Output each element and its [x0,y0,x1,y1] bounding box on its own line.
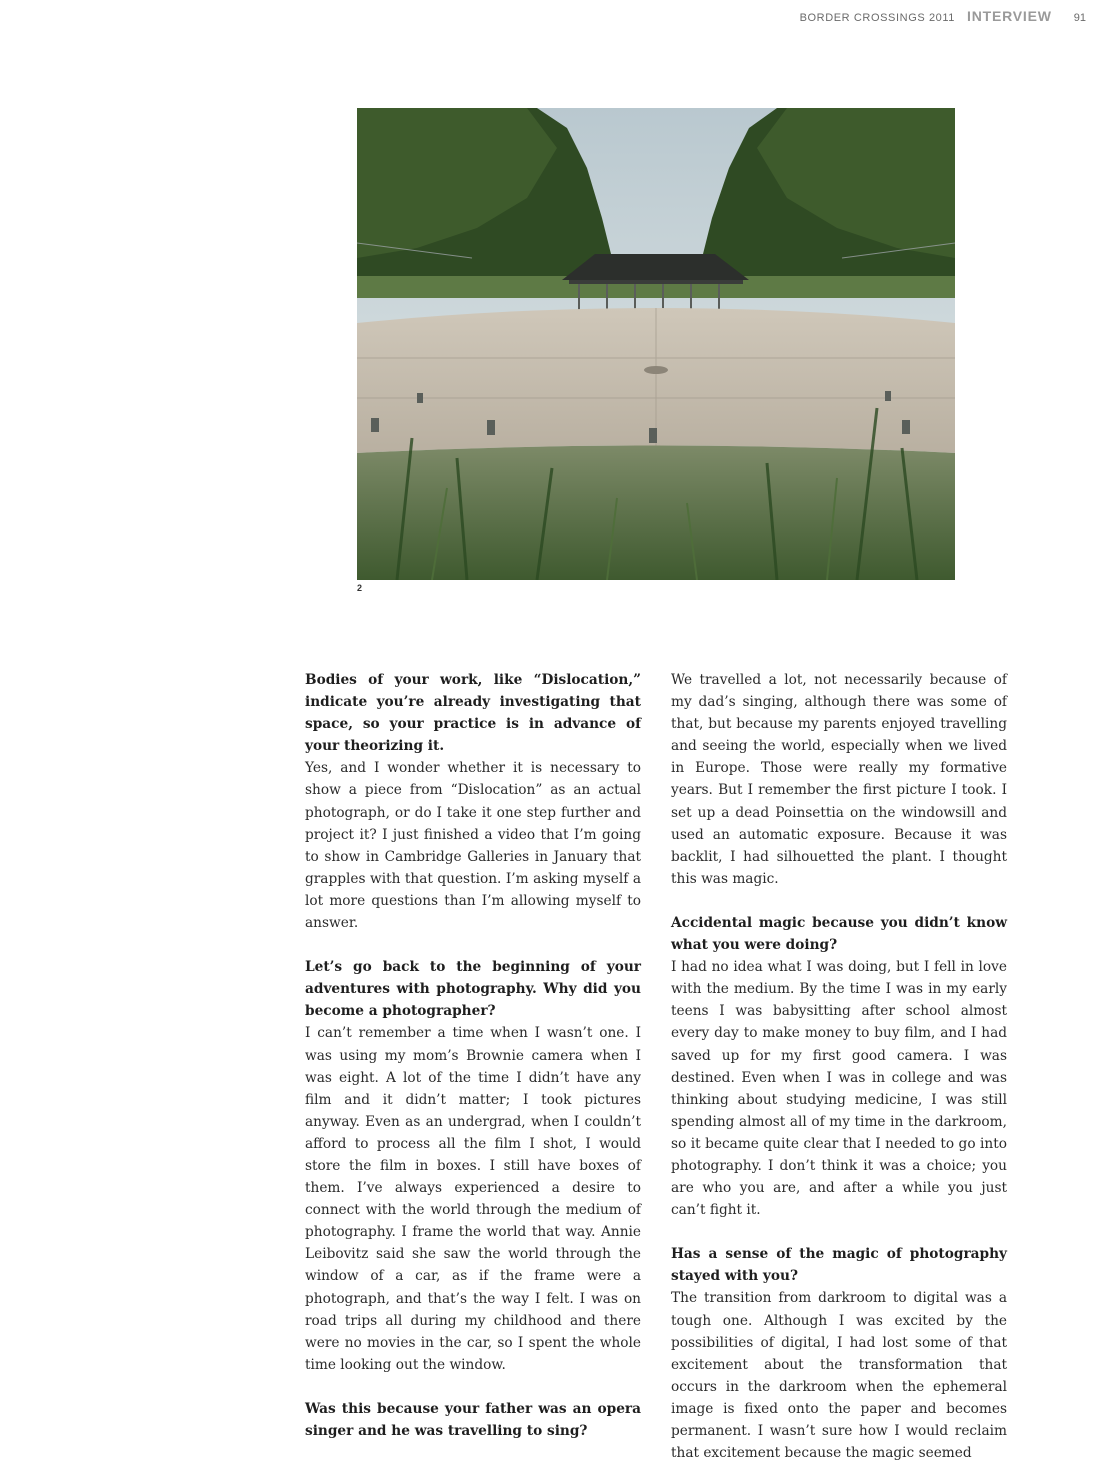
interview-question: Let’s go back to the beginning of your adventures with photography. Why did you become a photographer? [305,959,641,1020]
article-column-right [671,669,1007,1464]
publication-name: BORDER CROSSINGS 2011 [799,12,956,24]
interview-answer: I can’t remember a time when I wasn’t one. I was using my mom’s Brownie camera when I was eight. A lot of the time I didn’t have any film and it didn’t matter; I took pictures anyway. Even as an undergrad, when I couldn’t afford to process all the film I shot, I would store the film in boxes. I still have boxes of them. I’ve always experienced a desire to connect with the world through the medium of photography. I frame the world that way. Annie Leibovitz said she saw the world through the window of a car, as if the frame were a photograph, and that’s the way I felt. I was on road trips all during my childhood and there were no movies in the car, so I spent the whole time looking out the window. [305,1025,641,1373]
interview-answer: Yes, and I wonder whether it is necessary to show a piece from “Dislocation” as an actual photograph, or do I take it one step further and project it? I just finished a video that I’m going to show in Cambridge Galleries in January that grapples with that question. I’m asking myself a lot more questions than I’m allowing myself to answer. [305,760,641,932]
figure-number: 2 [357,583,363,593]
landscape-photograph [357,108,955,580]
interview-question: Has a sense of the magic of photography stayed with you? [671,1246,1007,1285]
article-column-left [305,669,641,1442]
running-header [800,8,1086,24]
section-label: INTERVIEW [967,8,1052,24]
interview-question: Bodies of your work, like “Dislocation,” indicate you’re already investigating that space, so your practice is in advance of your theorizing it. [305,672,641,755]
page-number: 91 [1073,12,1086,24]
interview-question: Accidental magic because you didn’t know what you were doing? [671,914,1007,954]
interview-answer: We travelled a lot, not necessarily because of my dad’s singing, although there was some of that, but because my parents enjoyed travelling and seeing the world, especially when we lived in Europe. Those were really my formative years. But I remember the first picture I took. I set up a dead Poinsettia on the windowsill and used an automatic exposure. Because it was backlit, I had silhouetted the plant. I thought this was magic. [671,672,1007,887]
interview-answer: I had no idea what I was doing, but I fell in love with the medium. By the time I was in my early teens I was babysitting after school almost every day to make money to buy film, and I had saved up for my first good camera. I was destined. Even when I was in college and was thinking about studying medicine, I was still spending almost all of my time in the darkroom, so it became quite clear that I needed to go into photography. I don’t think it was a choice; you are who you are, and after a while you just can’t fight it. [671,959,1007,1219]
interview-question: Was this because your father was an opera singer and he was travelling to sing? [305,1400,641,1439]
interview-answer: The transition from darkroom to digital was a tough one. Although I was excited by the possibilities of digital, I had lost some of that excitement about the transformation that occurs in the darkroom when the ephemeral image is fixed onto the paper and becomes permanent. I wasn’t sure how I would reclaim that excitement because the magic seemed [671,1290,1007,1462]
